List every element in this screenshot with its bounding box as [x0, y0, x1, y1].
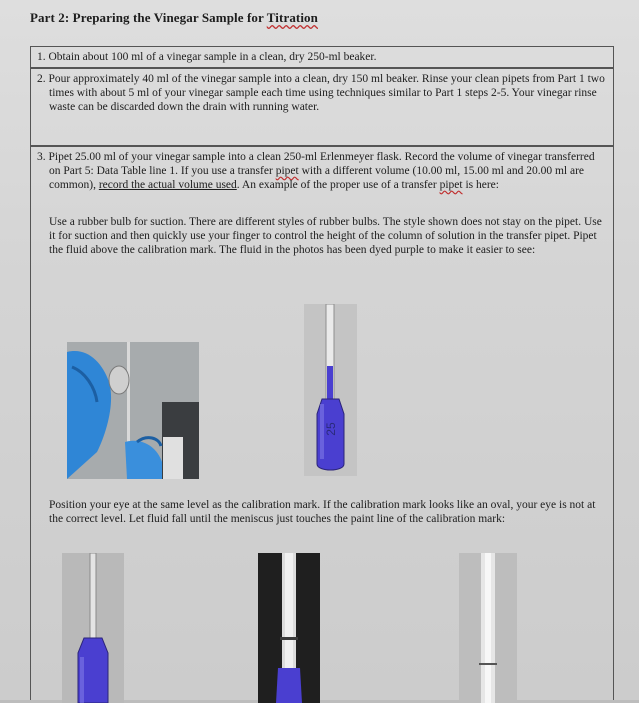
step-1-box — [30, 46, 614, 68]
heading-prefix: Part 2: Preparing the Vinegar Sample for — [30, 10, 267, 25]
photo-hand-with-bulb — [67, 342, 199, 479]
step-3-intro-pipet: pipet — [275, 165, 299, 177]
step-3-eye-level-paragraph: Position your eye at the same level as the calibration mark. If the calibration mark looks like an oval, your eye is not at the correct level. Let fluid fall until the meniscus just touches the paint line of the calibration mark: — [49, 499, 596, 525]
step-3-bulb-paragraph: Use a rubber bulb for suction. There are different styles of rubber bulbs. The style shown does not stay on the pipet. Use it for suction and then quickly use your finger to control the height of the column of solution in the transfer pipet. Pipet the fluid above the calibration mark. The fluid in the photos has been dyed purple to make it easier to see: — [49, 216, 602, 256]
step-3-intro-a: 3. Pipet 25.00 ml of your vinegar sample into a clean 250-ml Erlenmeyer flask. Record the volume of vinegar transferred on Part 5: Data Table line 1. If you use a transfer — [37, 151, 595, 177]
pipet-volume-label: 25 — [324, 422, 338, 436]
page-heading — [30, 10, 318, 26]
pipet-at-mark-illustration — [258, 553, 320, 703]
photo-pipet-at-mark — [258, 553, 320, 703]
pipet-above-mark-illustration — [62, 553, 124, 703]
step-3-intro — [37, 150, 607, 192]
photo-pipet-above-mark — [62, 553, 124, 703]
step-1-text: 1. Obtain about 100 ml of a vinegar sample in a clean, dry 250-ml beaker. — [37, 51, 377, 63]
photo-pipet-filled — [304, 304, 357, 476]
pipet-filled-illustration — [304, 304, 357, 476]
step-3-box — [30, 146, 614, 700]
step-3-intro-pipet2: pipet — [439, 179, 463, 191]
step-3-intro-b: with a different volume (10.00 ml, 15.00 ml and 20.00 ml are common), — [49, 165, 585, 191]
step-3-intro-c: . An example of the proper use of a transfer — [236, 179, 440, 191]
hand-illustration — [67, 342, 199, 479]
photo-pipet-meniscus — [459, 553, 517, 703]
step-2-box — [30, 68, 614, 146]
heading-squiggle-word: Titration — [266, 10, 318, 25]
pipet-meniscus-illustration — [459, 553, 517, 703]
step-3-intro-underlined: record the actual volume used — [98, 179, 237, 191]
step-3-intro-d: is here: — [462, 179, 499, 191]
step-2-text: 2. Pour approximately 40 ml of the vinegar sample into a clean, dry 150 ml beaker. Rinse your clean pipets from Part 1 two times with about 5 ml of your vinegar sample each time using techniques similar to Part 1 steps 2-5. Your vinegar rinse waste can be discarded down the drain with running water. — [37, 73, 605, 113]
